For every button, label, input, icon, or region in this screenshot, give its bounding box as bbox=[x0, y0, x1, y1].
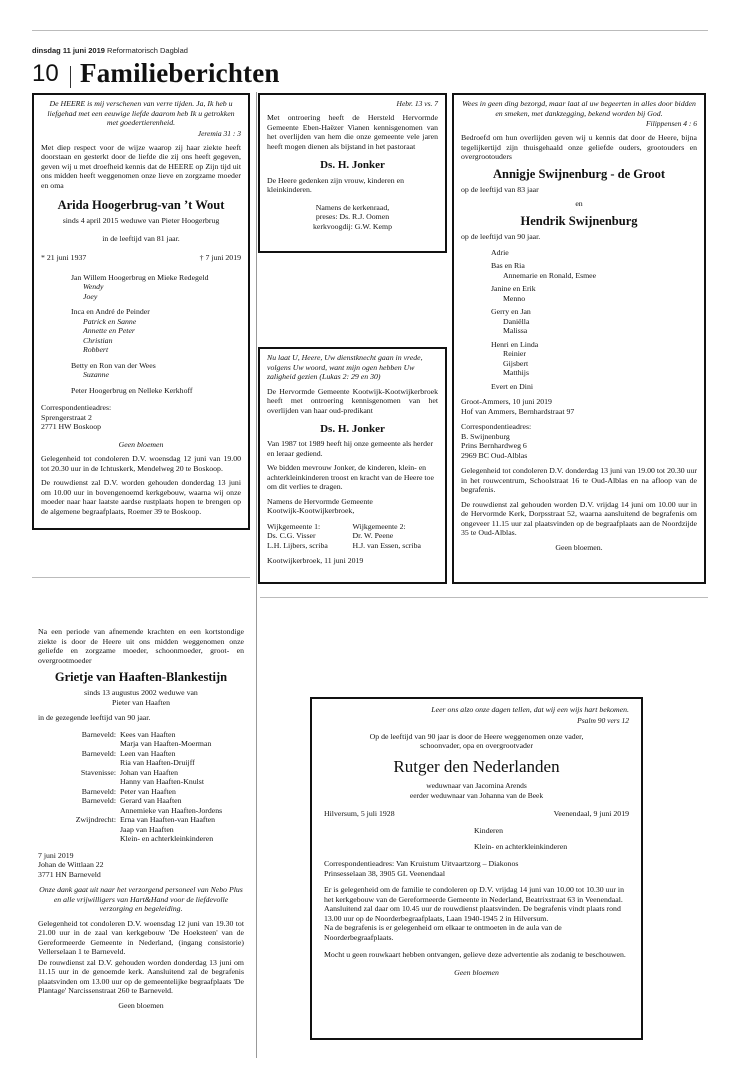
dateline: dinsdag 11 juni 2019 Reformatorisch Dagblad bbox=[32, 46, 188, 55]
verse-ref: Psalm 90 vers 12 bbox=[577, 715, 629, 725]
flowers-note: Geen bloemen bbox=[454, 967, 499, 977]
address-line: 2969 BC Oud-Alblas bbox=[461, 450, 528, 460]
family-line: Matthijs bbox=[503, 368, 529, 378]
notice-jonker-kootwijk bbox=[258, 347, 447, 584]
text1: Van 1987 tot 1989 heeft hij onze gemeente als herder en leraar gediend. bbox=[267, 439, 434, 458]
signature bbox=[267, 203, 438, 232]
deceased-name: Ds. H. Jonker bbox=[320, 159, 385, 172]
notice-den-nederlanden bbox=[310, 697, 643, 1040]
column-divider bbox=[256, 92, 257, 1058]
intro: Met diep respect voor de wijze waarop zij haar ziekte heeft doorstaan en gesterkt door de liefde die zij ons heeft gegeven, geven wij u met droefheid kennis dat de HEERE op Zijn tijd uit ons midden heeft weggenomen onze lieve en zorgzame moeder en oma bbox=[41, 142, 241, 190]
since: sinds 4 april 2015 weduwe van Pieter Hoogerbrug bbox=[62, 216, 220, 226]
family-name: Klein- en achterkleinkinderen bbox=[120, 834, 214, 844]
flowers-note: Geen bloemen bbox=[118, 439, 164, 449]
family-line: Annette en Peter bbox=[83, 326, 135, 336]
condolence: Gelegenheid tot condoleren D.V. donderdag 13 juni van 19.00 tot 20.30 uur in het rouwcentrum, Schoolstraat 16 te Oud-Alblas en na afloop van de begrafenis. bbox=[461, 466, 697, 495]
family-line: Robbert bbox=[83, 345, 109, 355]
family-name: Jaap van Haaften bbox=[120, 824, 174, 834]
family-line: Henri en Linda bbox=[491, 339, 539, 349]
family-name: Johan van Haaften bbox=[120, 767, 179, 777]
date: 7 juni 2019 bbox=[38, 850, 74, 860]
page-separator bbox=[70, 66, 71, 88]
age-2: op de leeftijd van 90 jaar. bbox=[461, 232, 541, 242]
family-name: Erna van Haaften-van Haaften bbox=[120, 815, 216, 825]
deceased-name-1: Annigje Swijnenburg - de Groot bbox=[492, 166, 665, 181]
text2: We bidden mevrouw Jonker, de kinderen, klein- en achterkleinkinderen troost en kracht van de Heere toe om dit verlies te dragen. bbox=[267, 463, 434, 492]
cards: Mocht u geen rouwkaart hebben ontvangen, gelieve deze advertentie als zodanig te beschouwen. bbox=[324, 950, 626, 960]
page-number: 10 bbox=[32, 60, 59, 87]
family-list bbox=[461, 248, 697, 392]
flowers-note: Geen bloemen. bbox=[555, 542, 603, 552]
family-line: Daniëlla bbox=[503, 316, 530, 326]
family-name: Gerard van Haaften bbox=[120, 796, 182, 806]
wijk2-line: H.J. van Essen, scriba bbox=[352, 540, 421, 550]
family-table bbox=[38, 730, 244, 844]
age: in de leeftijd van 81 jaar. bbox=[102, 233, 180, 243]
notice-hoogerbrug bbox=[32, 93, 250, 530]
sign-line: preses: Ds. R.J. Oomen bbox=[315, 212, 390, 222]
funeral: De rouwdienst zal D.V. worden gehouden donderdag 13 juni om 10.00 uur in bovengenoemd kerkgebouw, waarna wij onze moeder naar haar laatste aardse rustplaats hopen te brengen op de algemene begraafplaats, Roemer 39 te Boskoop. bbox=[41, 478, 241, 516]
family-place: Zwijndrecht: bbox=[75, 815, 116, 825]
birth-date: Hilversum, 5 juli 1928 bbox=[324, 808, 395, 818]
family-line: Gijsbert bbox=[503, 358, 529, 368]
family-line: Bas en Ria bbox=[491, 261, 525, 271]
verse: De HEERE is mij verschenen van verre tijden. Ja, Ik heb u liefgehad met een eeuwige liefde daarom heb Ik u getrokken met goedertierenheid. bbox=[47, 99, 235, 127]
address-label: Correspondentieadres: bbox=[461, 422, 532, 432]
family-line: Janine en Erik bbox=[491, 284, 536, 294]
verse: Nu laat U, Heere, Uw dienstknecht gaan in vrede, volgens Uw woord, want mijn ogen hebben Uw zaligheid gezien (Lukas 2: 29 en 30) bbox=[267, 353, 423, 381]
age-1: op de leeftijd van 83 jaar bbox=[461, 184, 539, 194]
notice-swijnenburg bbox=[452, 93, 706, 584]
sign-line: Kootwijk-Kootwijkerbroek, bbox=[267, 506, 355, 516]
address-line: Prinsesselaan 38, 3905 GL Veenendaal bbox=[324, 868, 446, 878]
wijk1-line: Ds. C.G. Visser bbox=[267, 531, 316, 541]
family-name: Ria van Haaften-Druijff bbox=[120, 758, 195, 768]
family-line: Suzanne bbox=[83, 370, 109, 380]
family-place: Barneveld: bbox=[81, 748, 116, 758]
sign-line: Namens de kerkenraad, bbox=[315, 202, 390, 212]
notice-van-haaften bbox=[32, 623, 250, 1041]
place-date: Groot-Ammers, 10 juni 2019 bbox=[461, 397, 552, 407]
widower-line: eerder weduwnaar van Johanna van de Beek bbox=[409, 790, 544, 800]
verse: Wees in geen ding bezorgd, maar laat al uw begeerten in alles door bidden en smeken, met dankzegging, bekend worden bij God. bbox=[462, 99, 696, 118]
family-line: Peter Hoogerbrug en Nelleke Kerkhoff bbox=[71, 385, 193, 395]
family-name: Peter van Haaften bbox=[120, 786, 176, 796]
family-place: Barneveld: bbox=[81, 796, 116, 806]
after: Na de begrafenis is er gelegenheid om elkaar te ontmoeten in de aula van de Noorderbegraafplaats. bbox=[324, 923, 562, 942]
wijk2-line: Wijkgemeente 2: bbox=[352, 521, 406, 531]
deceased-name: Arida Hoogerbrug-van ’t Wout bbox=[57, 198, 225, 213]
since-line: sinds 13 augustus 2002 weduwe van bbox=[84, 688, 198, 698]
row-divider-left bbox=[32, 577, 250, 578]
family-name: Annemieke van Haaften-Jordens bbox=[120, 805, 223, 815]
family-place: Barneveld: bbox=[81, 786, 116, 796]
text: De Heere gedenken zijn vrouw, kinderen en kleinkinderen. bbox=[267, 175, 404, 195]
family-place bbox=[58, 834, 116, 844]
intro: Met ontroering heeft de Hersteld Hervormde Gemeente Eben-Haëzer Vianen kennisgenomen van het overlijden van hem die onze gemeente vele jaren heeft mogen dienen als bijstand in het pastoraat bbox=[267, 113, 438, 151]
address-line: Prins Bernhardweg 6 bbox=[461, 441, 527, 451]
verse-ref: Filippensen 4 : 6 bbox=[645, 119, 697, 128]
address-label: Correspondentieadres: bbox=[41, 403, 112, 413]
deceased-name: Grietje van Haaften-Blankestijn bbox=[54, 670, 228, 684]
condolence: Gelegenheid tot condoleren D.V. woensdag 12 juni van 19.00 tot 20.30 uur in de Ichtuskerk, Mendelweg 20 te Boskoop. bbox=[41, 454, 241, 473]
wijk-signatures bbox=[267, 522, 438, 551]
family-line: Patrick en Sanne bbox=[83, 316, 137, 326]
wijk2-line: Dr. W. Peene bbox=[352, 531, 394, 541]
birth-date: * 21 juni 1937 bbox=[41, 253, 87, 263]
family-list bbox=[41, 273, 241, 396]
family-line: Reinier bbox=[503, 349, 526, 359]
condolence: Gelegenheid tot condoleren D.V. woensdag 12 juni van 19.30 tot 21.00 uur in de zaal van kerkgebouw 'De Hoeksteen' van de Gereformeerde Gemeente in Nederland, (ingang consistorie) Vellerselaan 1 te Barneveld. bbox=[38, 918, 244, 957]
address-line: Johan de Wittlaan 22 bbox=[38, 860, 104, 870]
family-line: Christian bbox=[83, 335, 113, 345]
family-line: Joey bbox=[83, 291, 98, 301]
family-name: Hanny van Haaften-Knulst bbox=[120, 777, 205, 787]
family-place: Stavenisse: bbox=[80, 767, 116, 777]
family-line: Menno bbox=[503, 293, 526, 303]
kids-line: Klein- en achterkleinkinderen bbox=[474, 841, 568, 851]
death-date: † 7 juni 2019 bbox=[199, 253, 241, 263]
address-line: 2771 HW Boskoop bbox=[41, 422, 102, 432]
place-date: Kootwijkerbroek, 11 juni 2019 bbox=[267, 556, 364, 566]
widower-line: weduwnaar van Jacomina Arends bbox=[426, 781, 527, 791]
deceased-name-2: Hendrik Swijnenburg bbox=[520, 213, 638, 228]
and-word: en bbox=[575, 199, 583, 209]
flowers-note: Geen bloemen bbox=[118, 1000, 164, 1010]
family-place: Barneveld: bbox=[81, 729, 116, 739]
wijk1-line: L.H. Lijbers, scriba bbox=[267, 540, 328, 550]
sign-line: kerkvoogdij: G.W. Kemp bbox=[313, 221, 392, 231]
funeral: Aansluitend zal daar om 10.45 uur de rouwdienst plaatsvinden. De begrafenis vindt plaats rond 13.00 uur op de Noorderbegraafplaats, Laan 1940-1945 2 in Hilversum. bbox=[324, 904, 621, 923]
deceased-name: Ds. H. Jonker bbox=[320, 423, 385, 435]
wijk1-line: Wijkgemeente 1: bbox=[267, 521, 321, 531]
intro: De Hervormde Gemeente Kootwijk-Kootwijkerbroek heeft met ontroering kennisgenomen van het overlijden van haar oud-predikant bbox=[267, 386, 438, 415]
verse: Leer ons alzo onze dagen tellen, dat wij een wijs hart bekomen. bbox=[431, 705, 629, 714]
intro: Na een periode van afnemende krachten en een kortstondige ziekte is door de Heere uit ons midden weggenomen onze geliefde en zorgzame moeder, schoonmoeder, groot- en overgrootmoeder bbox=[38, 627, 244, 665]
family-line: Malissa bbox=[503, 326, 528, 336]
kids-line: Kinderen bbox=[474, 826, 504, 836]
family-line: Annemarie en Ronald, Esmee bbox=[503, 270, 597, 280]
verse-ref: Hebr. 13 vs. 7 bbox=[396, 99, 438, 108]
place-2: Hof van Ammers, Bernhardstraat 97 bbox=[461, 406, 575, 416]
row-divider-right bbox=[260, 597, 708, 598]
since-line: Pieter van Haaften bbox=[111, 697, 171, 707]
family-line: Evert en Dini bbox=[491, 381, 534, 391]
age: in de gezegende leeftijd van 90 jaar. bbox=[38, 713, 151, 723]
notice-jonker-vianen bbox=[258, 93, 447, 253]
intro: Bedroefd om hun overlijden geven wij u kennis dat door de Heere, bijna tegelijkertijd zijn thuisgehaald onze geliefde ouders, grootouders en overgrootouders bbox=[461, 133, 697, 162]
family-name: Kees van Haaften bbox=[120, 729, 176, 739]
deceased-name: Rutger den Nederlanden bbox=[393, 756, 560, 776]
family-line: Gerry en Jan bbox=[491, 307, 531, 317]
address-line: B. Swijnenburg bbox=[461, 431, 510, 441]
address-line: Correspondentieadres: Van Kruistum Uitvaartzorg – Diakonos bbox=[324, 859, 519, 869]
funeral: De rouwdienst zal gehouden worden D.V. vrijdag 14 juni om 10.00 uur in de Hervormde Kerk, Dorpsstraat 52, waarna aansluitend de begrafenis om ongeveer 11.15 uur zal plaatsvinden op de begraafplaats aan de Noordzijde 35 te Oud-Alblas. bbox=[461, 499, 697, 538]
family-line: Betty en Ron van der Wees bbox=[71, 360, 156, 370]
intro: Op de leeftijd van 90 jaar is door de Heere weggenomen onze vader, schoonvader, opa en overgrootvader bbox=[369, 731, 584, 751]
dates-row bbox=[41, 253, 241, 263]
sign-line: Namens de Hervormde Gemeente bbox=[267, 496, 373, 506]
family-line: Adrie bbox=[491, 247, 509, 257]
family-name: Leen van Haaften bbox=[120, 748, 176, 758]
condolence: Er is gelegenheid om de familie te condoleren op D.V. vrijdag 14 juni van 10.00 tot 10.30 uur in het kerkgebouw van de Gereformeerde Gemeente in Nederland, Beatrixstraat 63 in Veenendaal. bbox=[324, 885, 624, 904]
thanks: Onze dank gaat uit naar het verzorgend personeel van Nebo Plus en alle vrijwilligers van Hart&Hand voor de liefdevolle verzorging en begeleiding. bbox=[39, 885, 243, 914]
verse-ref: Jeremia 31 : 3 bbox=[197, 128, 241, 138]
address-line: Sprengerstraat 2 bbox=[41, 412, 92, 422]
family-line: Inca en André de Peinder bbox=[71, 307, 150, 317]
section-title: Familieberichten bbox=[80, 58, 280, 88]
family-line: Jan Willem Hoogerbrug en Mieke Redegeld bbox=[71, 272, 209, 282]
dates-row bbox=[324, 809, 629, 819]
top-rule bbox=[32, 30, 708, 31]
family-name: Marja van Haaften-Moerman bbox=[120, 739, 212, 749]
address-line: 3771 HN Barneveld bbox=[38, 869, 101, 879]
funeral: De rouwdienst zal D.V. gehouden worden donderdag 13 juni om 11.15 uur in de genoemde kerk. Aansluitend zal de begrafenis plaatsvinden om 13.00 uur op de gemeentelijke begraafplaats 'De Plantage' Narcissenstraat 260 te Barneveld. bbox=[38, 957, 244, 996]
death-date: Veenendaal, 9 juni 2019 bbox=[553, 808, 629, 818]
family-line: Wendy bbox=[83, 282, 104, 292]
